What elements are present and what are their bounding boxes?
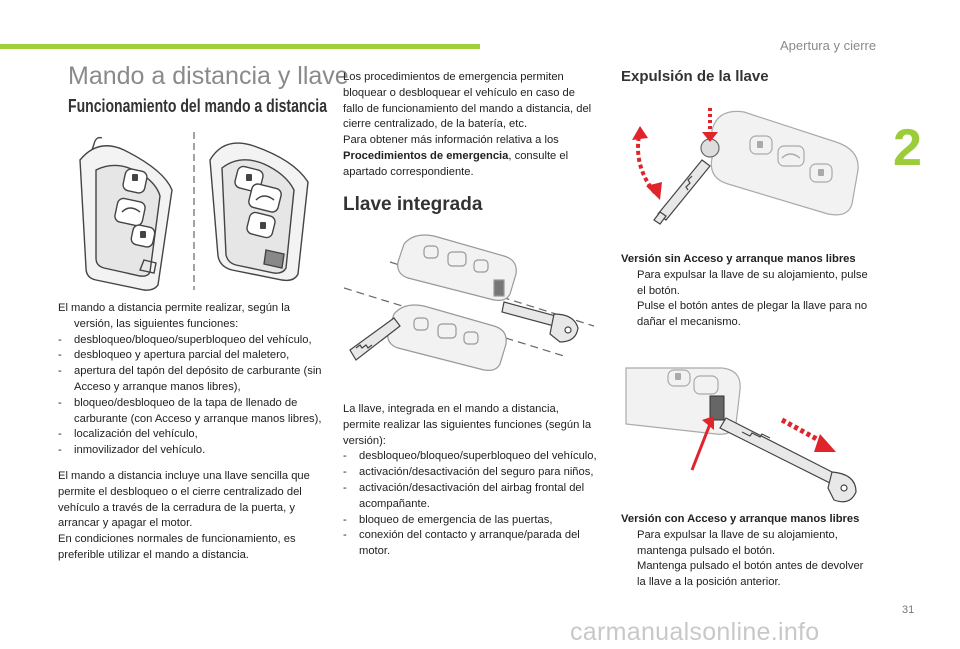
function-item-2: - desbloqueo y apertura parcial del maletero, bbox=[58, 349, 290, 362]
version-1-step-2: Pulse el botón antes de plegar la llave para no dañar el mecanismo. bbox=[637, 300, 868, 329]
function-item-3: - apertura del tapón del depósito de carburante (sin Acceso y arranque manos libres), bbox=[58, 365, 322, 393]
function-item-6: - inmovilizador del vehículo. bbox=[58, 444, 206, 457]
integrated-key-illustration bbox=[344, 226, 594, 378]
version-1-title: Versión sin Acceso y arranque manos libres bbox=[621, 253, 856, 265]
function-item-5: - localización del vehículo, bbox=[58, 428, 198, 441]
page-number: 31 bbox=[902, 604, 915, 616]
function-item-1: - desbloqueo/bloqueo/superbloqueo del vehículo, bbox=[58, 333, 312, 346]
integrated-key-heading: Llave integrada bbox=[343, 194, 483, 215]
integrated-key-text bbox=[343, 402, 598, 560]
emergency-paragraph: Los procedimientos de emergencia permiten bloquear o desbloquear el vehículo en caso de fallo de funcionamiento del mando a distancia, del cierre centralizado, de la batería, etc. bbox=[343, 71, 592, 131]
emergency-text-block bbox=[343, 70, 598, 181]
key-ejection-heading: Expulsión de la llave bbox=[621, 68, 769, 85]
remote-intro: El mando a distancia permite realizar, según la versión, las siguientes funciones: bbox=[58, 302, 290, 330]
top-accent-bar bbox=[0, 44, 480, 49]
key-function-item-4: - bloqueo de emergencia de las puertas, bbox=[343, 513, 553, 526]
remote-key-paragraph: El mando a distancia incluye una llave sencilla que permite el desbloqueo o el cierre centralizado del vehículo a través de la cerradura de la puerta, y arrancar y apagar el motor. bbox=[58, 469, 310, 530]
chapter-title: Apertura y cierre bbox=[780, 38, 877, 53]
emergency-reference: Para obtener más información relativa a los Procedimientos de emergencia, consulte el apartado correspondiente. bbox=[343, 134, 569, 178]
version-2-step-2: Mantenga pulsado el botón antes de devolver la llave a la posición anterior. bbox=[637, 560, 864, 589]
page-title: Mando a distancia y llave bbox=[68, 62, 349, 90]
key-ejection-illustration-1 bbox=[622, 100, 872, 242]
chapter-number: 2 bbox=[893, 119, 922, 177]
section-subtitle: Funcionamiento del mando a distancia bbox=[68, 96, 328, 116]
version-1-step-1: Para expulsar la llave de su alojamiento, pulse el botón. bbox=[637, 268, 868, 297]
function-item-4: - bloqueo/desbloqueo de la tapa de llenado de carburante (con Acceso y arranque manos libres), bbox=[58, 396, 322, 425]
remote-keys-illustration bbox=[70, 130, 322, 292]
emergency-procedures-link-text: Procedimientos de emergencia bbox=[343, 149, 509, 162]
version-2-step-1: Para expulsar la llave de su alojamiento, mantenga pulsado el botón. bbox=[637, 528, 838, 557]
key-function-item-2: - activación/desactivación del seguro para niños, bbox=[343, 466, 594, 479]
left-text-block bbox=[58, 301, 324, 564]
watermark: carmanualsonline.info bbox=[570, 618, 820, 646]
version-1-text bbox=[621, 252, 871, 331]
remote-preference-paragraph: En condiciones normales de funcionamiento, es preferible utilizar el mando a distancia. bbox=[58, 533, 296, 561]
key-function-item-1: - desbloqueo/bloqueo/superbloqueo del vehículo, bbox=[343, 450, 597, 463]
key-function-item-5: - conexión del contacto y arranque/parada del motor. bbox=[343, 529, 580, 558]
version-2-text bbox=[621, 512, 871, 591]
integrated-key-intro: La llave, integrada en el mando a distancia, permite realizar las siguientes funciones (según la versión): bbox=[343, 403, 592, 447]
version-2-title: Versión con Acceso y arranque manos libres bbox=[621, 513, 860, 525]
key-function-item-3: - activación/desactivación del airbag frontal del acompañante. bbox=[343, 481, 585, 510]
key-ejection-illustration-2 bbox=[622, 360, 872, 506]
